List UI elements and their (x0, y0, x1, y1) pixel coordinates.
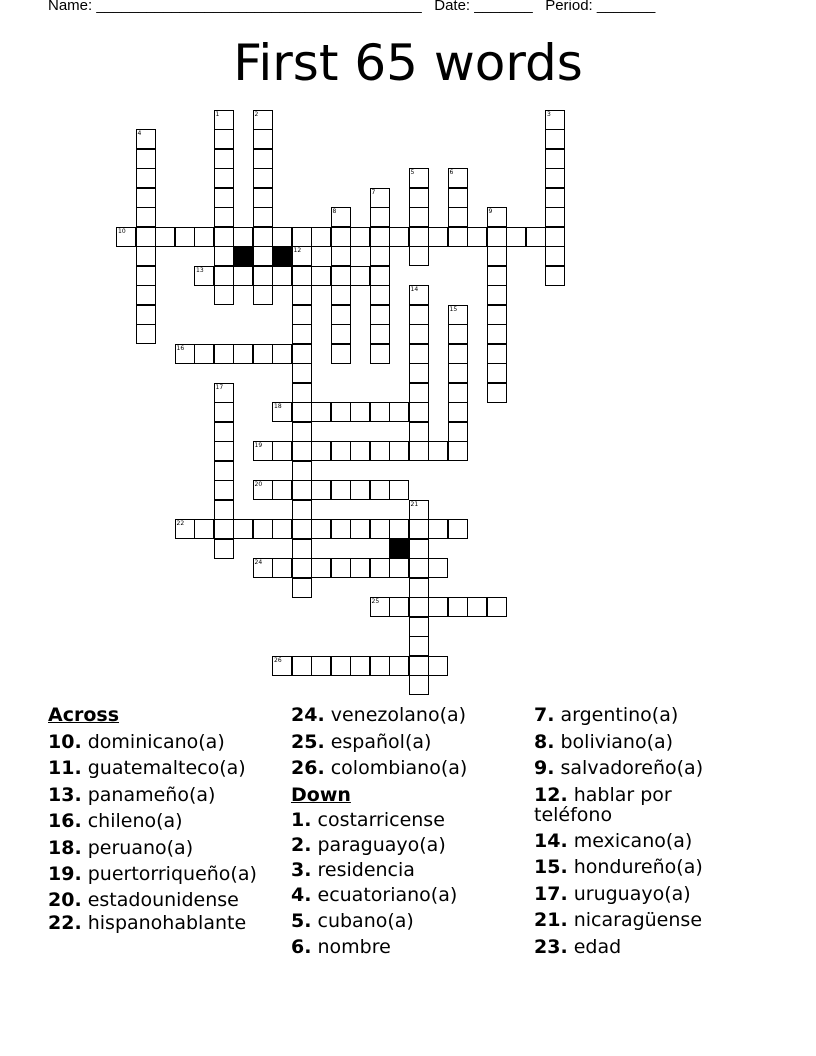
grid-cell[interactable] (409, 617, 429, 637)
grid-cell[interactable] (428, 656, 448, 676)
grid-cell[interactable] (409, 207, 429, 227)
grid-cell[interactable] (545, 168, 565, 188)
grid-cell[interactable] (311, 441, 331, 461)
grid-cell[interactable] (292, 305, 312, 325)
grid-cell[interactable] (253, 188, 273, 208)
grid-cell[interactable] (389, 558, 409, 578)
grid-cell[interactable] (272, 266, 292, 286)
grid-cell[interactable] (292, 422, 312, 442)
grid-cell[interactable] (370, 480, 390, 500)
grid-cell[interactable] (409, 500, 429, 520)
grid-cell[interactable] (233, 344, 253, 364)
grid-cell[interactable] (194, 266, 214, 286)
grid-cell[interactable] (409, 636, 429, 656)
grid-cell[interactable] (331, 402, 351, 422)
grid-cell[interactable] (370, 558, 390, 578)
grid-cell[interactable] (409, 324, 429, 344)
grid-cell[interactable] (292, 383, 312, 403)
grid-cell[interactable] (331, 266, 351, 286)
grid-cell[interactable] (370, 285, 390, 305)
grid-cell[interactable] (409, 363, 429, 383)
grid-cell[interactable] (292, 402, 312, 422)
grid-cell[interactable] (214, 500, 234, 520)
grid-cell[interactable] (428, 597, 448, 617)
grid-cell[interactable] (487, 363, 507, 383)
clue-column-3 (534, 702, 774, 960)
grid-cell[interactable] (448, 422, 468, 442)
grid-cell[interactable] (545, 129, 565, 149)
grid-cell[interactable] (409, 558, 429, 578)
clue-across-10: 10. dominicano(a) (48, 730, 225, 753)
grid-cell[interactable] (292, 656, 312, 676)
grid-cell[interactable] (545, 266, 565, 286)
grid-cell[interactable] (214, 441, 234, 461)
grid-cell[interactable] (409, 227, 429, 247)
black-square (233, 246, 253, 266)
grid-cell[interactable] (448, 402, 468, 422)
date-blank[interactable]: _______ (474, 0, 533, 14)
name-label: Name: (48, 0, 93, 14)
clue-number: 13 (196, 266, 204, 274)
grid-cell[interactable] (409, 168, 429, 188)
grid-cell[interactable] (350, 558, 370, 578)
header (48, 0, 655, 14)
grid-cell[interactable] (292, 578, 312, 598)
grid-cell[interactable] (136, 168, 156, 188)
clue-across-24: 24. venezolano(a) (291, 704, 467, 726)
grid-cell[interactable] (545, 188, 565, 208)
grid-cell[interactable] (175, 519, 195, 539)
clue-number: 21 (410, 500, 419, 508)
grid-cell[interactable] (136, 149, 156, 169)
clue-number: 3 (547, 110, 551, 118)
grid-cell[interactable] (350, 441, 370, 461)
grid-cell[interactable] (448, 363, 468, 383)
grid-cell[interactable] (253, 149, 273, 169)
period-label: Period: (545, 0, 593, 14)
grid-cell[interactable] (448, 207, 468, 227)
grid-cell[interactable] (136, 285, 156, 305)
grid-cell[interactable] (311, 656, 331, 676)
grid-cell[interactable] (116, 227, 136, 247)
grid-cell[interactable] (409, 188, 429, 208)
grid-cell[interactable] (370, 246, 390, 266)
grid-cell[interactable] (487, 324, 507, 344)
clue-number: 9 (488, 208, 493, 215)
grid-cell[interactable] (487, 266, 507, 286)
grid-cell[interactable] (253, 266, 273, 286)
grid-cell[interactable] (487, 305, 507, 325)
grid-cell[interactable] (545, 110, 565, 130)
grid-cell[interactable] (214, 246, 234, 266)
page-title: First 65 words (233, 34, 583, 92)
grid-cell[interactable] (214, 422, 234, 442)
grid-cell[interactable] (214, 480, 234, 500)
black-square (272, 246, 292, 266)
grid-cell[interactable] (292, 519, 312, 539)
grid-cell[interactable] (370, 207, 390, 227)
grid-cell[interactable] (331, 656, 351, 676)
grid-cell[interactable] (214, 266, 234, 286)
clue-down-9: 9. salvadoreño(a) (534, 757, 704, 779)
grid-cell[interactable] (350, 402, 370, 422)
clue-number: 15 (449, 305, 458, 313)
grid-cell[interactable] (272, 402, 292, 422)
grid-cell[interactable] (253, 227, 273, 247)
grid-cell[interactable] (253, 344, 273, 364)
grid-cell[interactable] (136, 207, 156, 227)
grid-cell[interactable] (214, 149, 234, 169)
grid-cell[interactable] (311, 266, 331, 286)
grid-cell[interactable] (253, 519, 273, 539)
grid-cell[interactable] (292, 266, 312, 286)
grid-cell[interactable] (253, 110, 273, 130)
grid-cell[interactable] (370, 402, 390, 422)
grid-cell[interactable] (448, 188, 468, 208)
grid-cell[interactable] (448, 597, 468, 617)
clue-down-1: 1. costarricense (291, 809, 445, 831)
grid-cell[interactable] (409, 656, 429, 676)
grid-cell[interactable] (136, 324, 156, 344)
grid-cell[interactable] (389, 402, 409, 422)
grid-cell[interactable] (292, 558, 312, 578)
black-square (389, 539, 409, 559)
grid-cell[interactable] (545, 149, 565, 169)
grid-cell[interactable] (214, 344, 234, 364)
grid-cell[interactable] (292, 324, 312, 344)
grid-cell[interactable] (448, 344, 468, 364)
clue-number: 25 (371, 598, 380, 605)
grid-cell[interactable] (428, 519, 448, 539)
grid-cell[interactable] (370, 227, 390, 247)
grid-cell[interactable] (253, 168, 273, 188)
grid-cell[interactable] (311, 558, 331, 578)
grid-cell[interactable] (311, 519, 331, 539)
clue-down-14: 14. mexicano(a) (534, 829, 693, 852)
grid-cell[interactable] (487, 285, 507, 305)
grid-cell[interactable] (194, 227, 214, 247)
grid-cell[interactable] (272, 344, 292, 364)
grid-cell[interactable] (448, 441, 468, 461)
grid-cell[interactable] (253, 285, 273, 305)
grid-cell[interactable] (292, 285, 312, 305)
grid-cell[interactable] (370, 188, 390, 208)
clue-number: 4 (137, 130, 142, 137)
grid-cell[interactable] (175, 227, 195, 247)
clue-number: 19 (254, 442, 263, 449)
grid-cell[interactable] (448, 519, 468, 539)
grid-cell[interactable] (136, 188, 156, 208)
grid-cell[interactable] (272, 656, 292, 676)
grid-cell[interactable] (448, 168, 468, 188)
grid-cell[interactable] (428, 227, 448, 247)
grid-cell[interactable] (350, 480, 370, 500)
grid-cell[interactable] (214, 188, 234, 208)
grid-cell[interactable] (136, 246, 156, 266)
grid-cell[interactable] (409, 383, 429, 403)
grid-cell[interactable] (253, 246, 273, 266)
grid-cell[interactable] (331, 227, 351, 247)
grid-cell[interactable] (331, 344, 351, 364)
grid-cell[interactable] (487, 597, 507, 617)
grid-cell[interactable] (214, 402, 234, 422)
grid-cell[interactable] (370, 441, 390, 461)
grid-cell[interactable] (194, 344, 214, 364)
grid-cell[interactable] (448, 227, 468, 247)
clue-number: 14 (410, 286, 419, 293)
grid-cell[interactable] (409, 578, 429, 598)
grid-cell[interactable] (448, 305, 468, 325)
grid-cell[interactable] (311, 227, 331, 247)
grid-cell[interactable] (331, 324, 351, 344)
grid-cell[interactable] (409, 285, 429, 305)
grid-cell[interactable] (155, 227, 175, 247)
clue-number: 8 (332, 208, 337, 215)
clue-down-5: 5. cubano(a) (291, 910, 414, 932)
grid-cell[interactable] (253, 480, 273, 500)
grid-cell[interactable] (370, 324, 390, 344)
grid-cell[interactable] (272, 441, 292, 461)
clue-number: 7 (371, 188, 376, 196)
clue-across-26: 26. colombiano(a) (291, 757, 468, 779)
grid-cell[interactable] (545, 227, 565, 247)
grid-cell[interactable] (214, 129, 234, 149)
clue-number: 26 (274, 656, 282, 664)
grid-cell[interactable] (389, 480, 409, 500)
grid-cell[interactable] (311, 402, 331, 422)
grid-cell[interactable] (194, 519, 214, 539)
grid-cell[interactable] (409, 441, 429, 461)
grid-cell[interactable] (331, 519, 351, 539)
grid-cell[interactable] (292, 246, 312, 266)
clue-across-20: 20. estadounidense (48, 888, 239, 911)
grid-cell[interactable] (253, 129, 273, 149)
date-label: Date: (434, 0, 471, 14)
grid-cell[interactable] (389, 656, 409, 676)
grid-cell[interactable] (467, 597, 487, 617)
grid-cell[interactable] (370, 266, 390, 286)
grid-cell[interactable] (214, 461, 234, 481)
grid-cell[interactable] (389, 227, 409, 247)
grid-cell[interactable] (233, 519, 253, 539)
grid-cell[interactable] (233, 227, 253, 247)
grid-cell[interactable] (292, 441, 312, 461)
across-heading: Across (48, 704, 120, 726)
grid-cell[interactable] (487, 227, 507, 247)
clue-column-1 (48, 702, 288, 934)
clue-number: 12 (293, 247, 302, 254)
grid-cell[interactable] (428, 441, 448, 461)
clue-down-12: 12. hablar por teléfono (534, 783, 672, 826)
grid-cell[interactable] (214, 285, 234, 305)
grid-cell[interactable] (370, 344, 390, 364)
grid-cell[interactable] (272, 227, 292, 247)
clue-across-16: 16. chileno(a) (48, 810, 183, 832)
grid-cell[interactable] (136, 129, 156, 149)
grid-cell[interactable] (409, 539, 429, 559)
grid-cell[interactable] (487, 207, 507, 227)
grid-cell[interactable] (389, 519, 409, 539)
clue-number: 17 (215, 383, 224, 391)
grid-cell[interactable] (292, 227, 312, 247)
clue-down-8: 8. boliviano(a) (534, 730, 674, 753)
grid-cell[interactable] (448, 383, 468, 403)
grid-cell[interactable] (370, 597, 390, 617)
clue-down-17: 17. uruguayo(a) (534, 882, 691, 905)
grid-cell[interactable] (409, 597, 429, 617)
grid-cell[interactable] (331, 285, 351, 305)
period-blank[interactable]: _______ (596, 0, 656, 14)
grid-cell[interactable] (214, 110, 234, 130)
grid-cell[interactable] (506, 227, 526, 247)
clue-number: 24 (254, 559, 263, 566)
grid-cell[interactable] (409, 305, 429, 325)
grid-cell[interactable] (292, 461, 312, 481)
grid-cell[interactable] (409, 519, 429, 539)
grid-cell[interactable] (214, 383, 234, 403)
grid-cell[interactable] (545, 246, 565, 266)
grid-cell[interactable] (292, 344, 312, 364)
grid-cell[interactable] (136, 266, 156, 286)
grid-cell[interactable] (331, 207, 351, 227)
grid-cell[interactable] (175, 344, 195, 364)
clue-number: 22 (176, 520, 185, 527)
clue-down-23: 23. edad (534, 935, 622, 958)
down-heading: Down (291, 783, 351, 806)
grid-cell[interactable] (350, 656, 370, 676)
clue-number: 2 (254, 110, 259, 118)
clue-across-19: 19. puertorriqueño(a) (48, 863, 257, 885)
clue-number: 18 (274, 403, 282, 410)
grid-cell[interactable] (487, 344, 507, 364)
grid-cell[interactable] (214, 227, 234, 247)
clue-down-6: 6. nombre (291, 936, 391, 958)
clue-across-22: 22. hispanohablante (48, 911, 247, 934)
clue-number: 1 (215, 110, 220, 118)
clue-across-13: 13. panameño(a) (48, 783, 216, 806)
name-blank[interactable]: _______________________________________ (96, 0, 422, 14)
grid-cell[interactable] (292, 480, 312, 500)
clue-down-15: 15. hondureño(a) (534, 856, 703, 878)
grid-cell[interactable] (467, 227, 487, 247)
clue-down-7: 7. argentino(a) (534, 704, 679, 726)
grid-cell[interactable] (292, 363, 312, 383)
clue-down-4: 4. ecuatoriano(a) (291, 884, 458, 906)
grid-cell[interactable] (272, 519, 292, 539)
grid-cell[interactable] (214, 519, 234, 539)
grid-cell[interactable] (214, 207, 234, 227)
grid-cell[interactable] (331, 305, 351, 325)
grid-cell[interactable] (292, 500, 312, 520)
grid-cell[interactable] (350, 519, 370, 539)
grid-cell[interactable] (448, 324, 468, 344)
clue-number: 6 (449, 169, 454, 176)
grid-cell[interactable] (487, 246, 507, 266)
grid-cell[interactable] (331, 480, 351, 500)
grid-cell[interactable] (136, 227, 156, 247)
grid-cell[interactable] (214, 168, 234, 188)
grid-cell[interactable] (272, 480, 292, 500)
clue-across-18: 18. peruano(a) (48, 836, 194, 859)
clue-number: 10 (118, 227, 126, 235)
grid-cell[interactable] (233, 266, 253, 286)
clue-across-25: 25. español(a) (291, 730, 432, 753)
grid-cell[interactable] (526, 227, 546, 247)
grid-cell[interactable] (253, 441, 273, 461)
clue-across-11: 11. guatemalteco(a) (48, 757, 246, 779)
grid-cell[interactable] (487, 383, 507, 403)
grid-cell[interactable] (331, 246, 351, 266)
grid-cell[interactable] (409, 422, 429, 442)
grid-cell[interactable] (311, 480, 331, 500)
clue-down-3: 3. residencia (291, 859, 415, 881)
clue-number: 5 (410, 169, 415, 176)
grid-cell[interactable] (389, 597, 409, 617)
grid-cell[interactable] (272, 558, 292, 578)
grid-cell[interactable] (350, 227, 370, 247)
grid-cell[interactable] (350, 266, 370, 286)
grid-cell[interactable] (409, 344, 429, 364)
grid-cell[interactable] (136, 305, 156, 325)
grid-cell[interactable] (214, 539, 234, 559)
grid-cell[interactable] (370, 519, 390, 539)
grid-cell[interactable] (370, 305, 390, 325)
clue-number: 20 (254, 481, 263, 488)
grid-cell[interactable] (389, 441, 409, 461)
grid-cell[interactable] (545, 207, 565, 227)
clue-down-21: 21. nicaragüense (534, 909, 703, 931)
clue-column-2 (291, 702, 531, 959)
grid-cell[interactable] (331, 441, 351, 461)
grid-cell[interactable] (409, 246, 429, 266)
grid-cell[interactable] (331, 558, 351, 578)
grid-cell[interactable] (253, 558, 273, 578)
grid-cell[interactable] (253, 207, 273, 227)
grid-cell[interactable] (292, 539, 312, 559)
clue-down-2: 2. paraguayo(a) (291, 834, 446, 856)
grid-cell[interactable] (370, 656, 390, 676)
grid-cell[interactable] (409, 402, 429, 422)
grid-cell[interactable] (409, 675, 429, 695)
grid-cell[interactable] (428, 558, 448, 578)
clue-number: 16 (176, 344, 185, 352)
